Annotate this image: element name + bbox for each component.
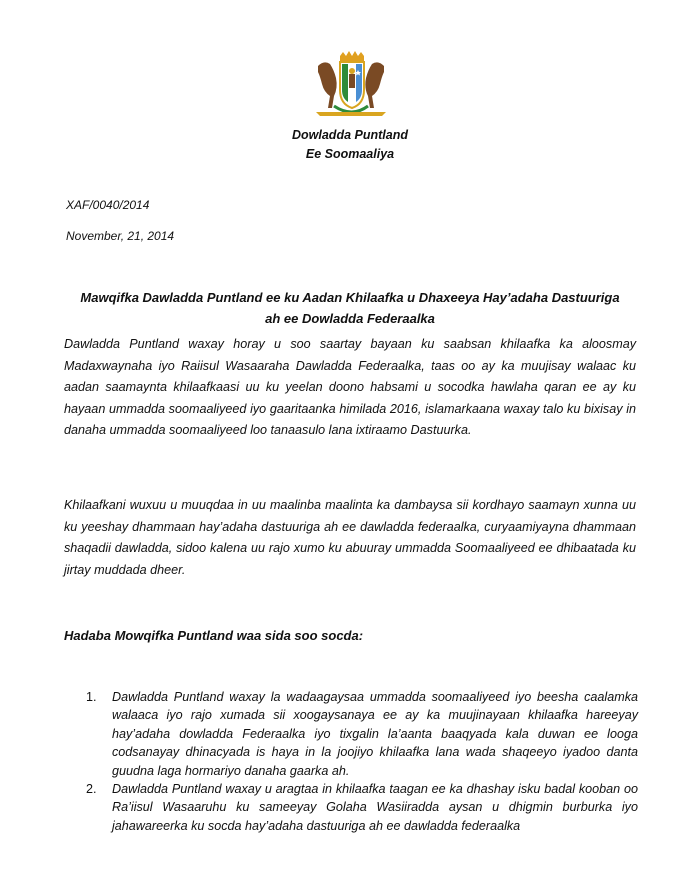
- header-government-name: Dowladda Puntland: [292, 128, 408, 142]
- list-item: [86, 780, 638, 835]
- paragraph-2: Khilaafkani wuxuu u muuqdaa in uu maalinba maalinta ka dambaysa sii kordhayo saamayn xunna uu ku yeeshay dhammaan hay’adaha dastuuriga ah ee dawladda federaalka, curyaamiyayna dhammaan shaqadii dawladda, sidoo kalena uu rajo xumo ku abuuray ummadda Soomaaliyeed ee dhibaatada ku jirtay muddada dheer.: [64, 498, 636, 577]
- coat-of-arms-icon: [310, 50, 392, 122]
- list-text: Dawladda Puntland waxay la wadaagaysaa ummadda soomaaliyeed iyo beesha caalamka walaaca iyo rajo xumada sii xoogaysanaya ee ay ka muujinayaan khilaafka hareeyay hay’adaha dowladda Federaalka iyo tixgalin la’aanta baaqyada kala duwan ee looga codsanayay dhinacyada is haya in la joojiyo khilaafka lana wada shaqeeyo iyadoo danta guudna laga hormariyo danaha gaarka ah.: [112, 690, 638, 778]
- position-list: [86, 688, 638, 835]
- list-item: [86, 688, 638, 780]
- list-text: Dawladda Puntland waxay u aragtaa in khilaafka taagan ee ka dhashay isku badal kooban oo Ra’iisul Wasaaruhu ku sameeyay Golaha Wasiiradda aysan u dhigmin burburka iyo jahawareerka ku socda hay’adaha dastuuriga ah ee dawladda federaalka: [112, 782, 638, 833]
- title-line-1: Mawqifka Dawladda Puntland ee ku Aadan Khilaafka u Dhaxeeya Hay’adaha Dastuuriga: [80, 290, 620, 305]
- reference-number: XAF/0040/2014: [66, 198, 150, 212]
- list-number: 2.: [86, 782, 97, 797]
- header-country: Ee Soomaaliya: [305, 147, 395, 161]
- paragraph-1: Dawladda Puntland waxay horay u soo saartay bayaan ku saabsan khilaafka ka aloosmay Madaxwaynaha iyo Raiisul Wasaaraha Dawladda Federaalka, taas oo ay ka muujisay walaac ku aadan saamaynta khilaafkaasi uu ku yeelan doono habsami u socodka hawlaha qaran ee ay ku hayaan ummadda soomaaliyeed iyo gaaritaanka himilada 2016, islamarkaana waxay talo ku bixisay in danaha ummadda soomaaliyeed loo tanaasulo lana ixtiraamo Dastuurka.: [64, 337, 636, 438]
- document-title: [60, 287, 640, 329]
- position-subheading: Hadaba Mowqifka Puntland waa sida soo socda:: [64, 628, 364, 643]
- document-date: November, 21, 2014: [66, 229, 175, 243]
- list-number: 1.: [86, 690, 97, 704]
- title-line-2: ah ee Dowladda Federaalka: [265, 311, 435, 326]
